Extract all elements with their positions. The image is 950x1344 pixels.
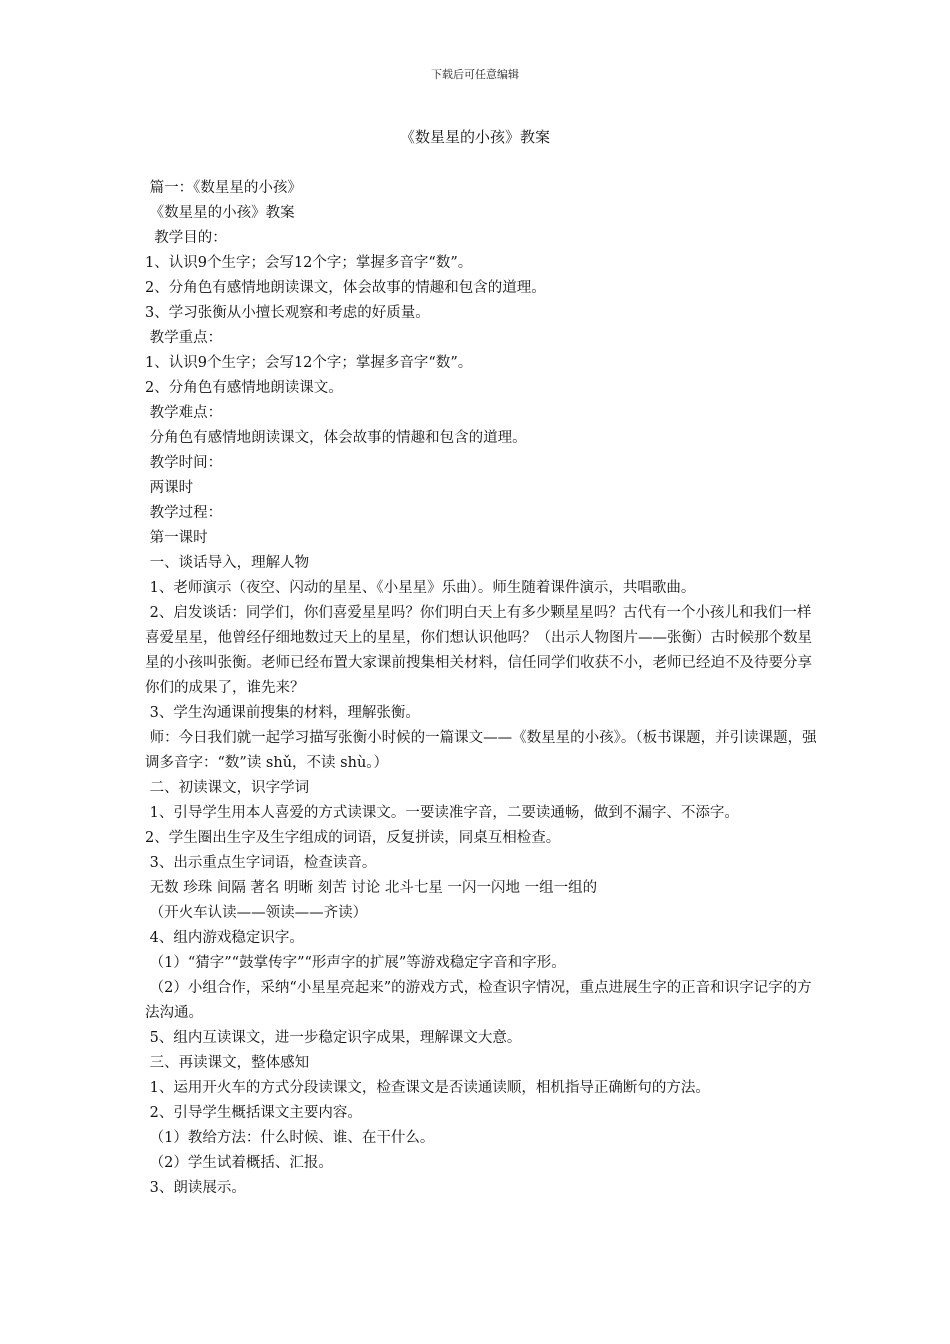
body-paragraph: 1、引导学生用本人喜爱的方式读课文。一要读准字音，二要读通畅，做到不漏字、不添字。 [145,805,739,821]
body-paragraph: 2、学生圈出生字及生字组成的词语，反复拼读，同桌互相检查。 [145,830,561,846]
body-paragraph: 一、谈话导入，理解人物 [145,555,310,571]
body-paragraph: 二、初读课文，识字学词 [145,780,310,796]
body-paragraph: 3、学习张衡从小擅长观察和考虑的好质量。 [145,305,430,321]
body-paragraph: 《数星星的小孩》教案 [145,205,295,221]
body-paragraph: 3、出示重点生字词语，检查读音。 [145,855,377,871]
body-paragraph: 师：今日我们就一起学习描写张衡小时候的一篇课文——《数星星的小孩》。（板书课题，并引读课题，强调多音字：“数”读 shǔ，不读 shù。） [145,730,817,771]
body-paragraph: 2、引导学生概括课文主要内容。 [145,1105,362,1121]
body-paragraph: （2）学生试着概括、汇报。 [145,1155,333,1171]
body-paragraph: 教学目的： [145,230,227,246]
body-paragraph: 教学过程： [145,505,223,521]
body-paragraph: 第一课时 [145,530,208,546]
body-paragraph: （1）“猜字”“鼓掌传字”“形声字的扩展”等游戏稳定字音和字形。 [145,955,566,971]
body-paragraph: 两课时 [145,480,194,496]
body-paragraph: 1、老师演示（夜空、闪动的星星、《小星星》乐曲）。师生随着课件演示，共唱歌曲。 [145,580,696,596]
body-paragraph: （2）小组合作，采纳“小星星亮起来”的游戏方式，检查识字情况，重点进展生字的正音和识字记字的方法沟通。 [145,980,812,1021]
document-body [145,176,817,1201]
body-paragraph: 教学难点： [145,405,223,421]
body-paragraph: 3、学生沟通课前搜集的材料，理解张衡。 [145,705,420,721]
body-paragraph: 教学时间： [145,455,223,471]
body-paragraph: 4、组内游戏稳定识字。 [145,930,304,946]
body-paragraph: （开火车认读——领读——齐读） [145,905,368,921]
body-paragraph: 1、认识9个生字；会写12个字；掌握多音字“数”。 [145,255,473,271]
body-paragraph: 1、认识9个生字；会写12个字；掌握多音字“数”。 [145,355,473,371]
document-title: 《数星星的小孩》教案 [399,128,550,146]
body-paragraph: 无数 珍珠 间隔 著名 明晰 刻苦 讨论 北斗七星 一闪一闪地 一组一组的 [145,880,598,896]
body-paragraph: 5、组内互读课文，进一步稳定识字成果，理解课文大意。 [145,1030,522,1046]
body-paragraph: 2、启发谈话：同学们，你们喜爱星星吗？你们明白天上有多少颗星星吗？古代有一个小孩儿和我们一样喜爱星星，他曾经仔细地数过天上的星星，你们想认识他吗？（出示人物图片——张衡）古时候那个数星星的小孩叫张衡。老师已经布置大家课前搜集相关材料，信任同学们收获不小，老师已经迫不及待要分享你们的成果了，谁先来？ [145,605,812,696]
body-paragraph: 三、再读课文，整体感知 [145,1055,310,1071]
body-paragraph: 1、运用开火车的方式分段读课文，检查课文是否读通读顺，相机指导正确断句的方法。 [145,1080,710,1096]
body-paragraph: 分角色有感情地朗读课文，体会故事的情趣和包含的道理。 [145,430,527,446]
header-note: 下载后可任意编辑 [431,68,519,81]
body-paragraph: 2、分角色有感情地朗读课文。 [145,380,343,396]
body-paragraph: 3、朗读展示。 [145,1180,246,1196]
body-paragraph: （1）教给方法：什么时候、谁、在干什么。 [145,1130,435,1146]
body-paragraph: 教学重点： [145,330,223,346]
body-paragraph: 篇一：《数星星的小孩》 [145,180,302,196]
body-paragraph: 2、分角色有感情地朗读课文，体会故事的情趣和包含的道理。 [145,280,546,296]
